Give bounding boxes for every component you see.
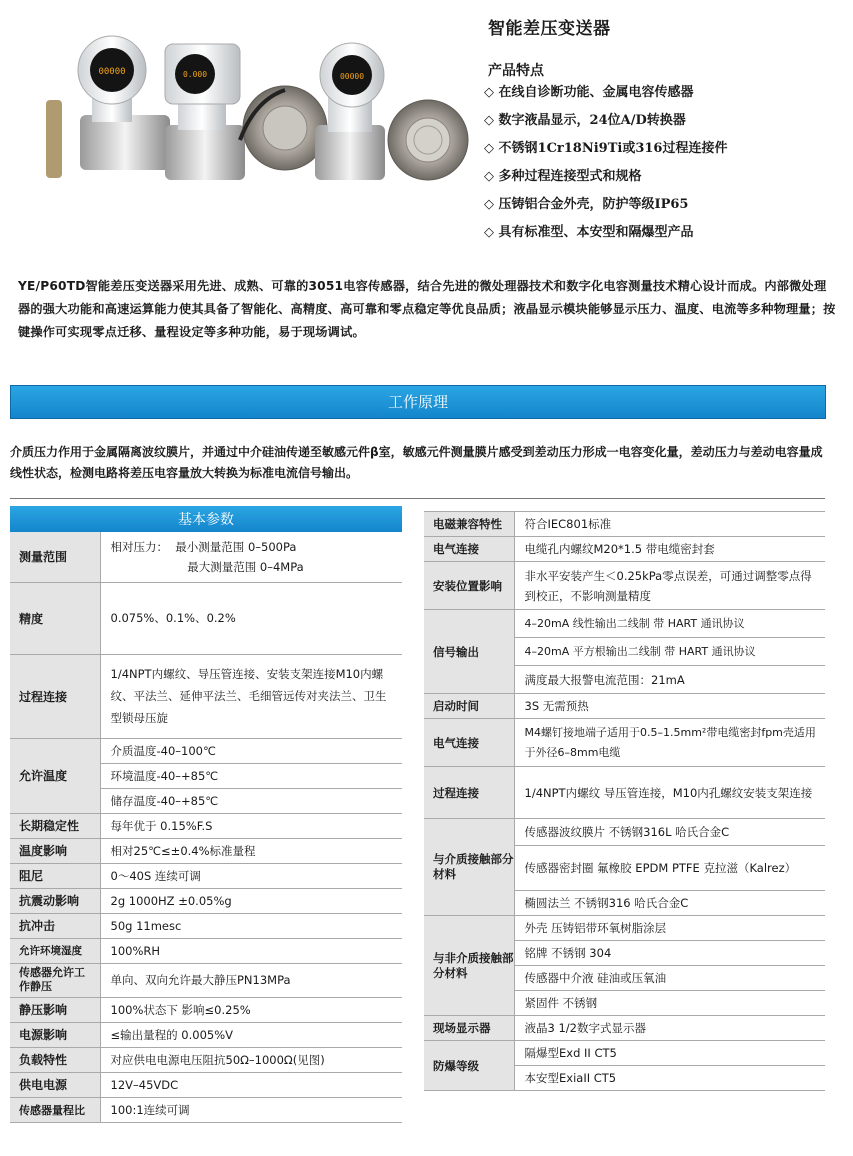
param-value: 本安型ExiaII CT5 [514, 1066, 825, 1091]
table-row [424, 916, 825, 941]
param-value: 单向、双向允许最大静压PN13MPa [100, 963, 402, 997]
display-reading-1: 00000 [98, 67, 126, 77]
param-value: 紧固件 不锈钢 [514, 991, 825, 1016]
table-row [424, 694, 825, 719]
param-key: 负载特性 [10, 1047, 100, 1072]
param-value: 相对25℃≤±0.4%标准量程 [100, 838, 402, 863]
param-key: 与非介质接触部分材料 [424, 916, 514, 1016]
param-key: 启动时间 [424, 694, 514, 719]
param-key: 电气连接 [424, 719, 514, 767]
transmitter-1 [46, 36, 170, 178]
product-photos [40, 30, 470, 210]
param-value: 2g 1000HZ ±0.05%g [100, 888, 402, 913]
feature-item: ◇ 多种过程连接型式和规格 [484, 169, 642, 184]
principle-text: 介质压力作用于金属隔离波纹膜片，并通过中介硅油传递至敏感元件β室，敏感元件测量膜片感受到差动压力形成一电容变化量，差动压力与差动电容量成线性状态，检测电路将差压电容量放大转换为标准电流信号输出。 [10, 445, 823, 480]
table-row [10, 938, 402, 963]
param-value: 传感器中介液 硅油或压氧油 [514, 966, 825, 991]
basic-params-table [10, 506, 402, 1123]
display-reading-2: 0.000 [182, 70, 208, 79]
param-key: 静压影响 [10, 997, 100, 1022]
principle-banner: 工作原理 [10, 385, 826, 419]
param-key: 长期稳定性 [10, 813, 100, 838]
param-key: 抗冲击 [10, 913, 100, 938]
param-value: 1/4NPT内螺纹 导压管连接，M10内孔螺纹安装支架连接 [514, 767, 825, 819]
param-value: ≤输出量程的 0.005%V [100, 1022, 402, 1047]
table-row [424, 562, 825, 610]
param-value: 4–20mA 平方根输出二线制 带 HART 通讯协议 [514, 638, 825, 666]
table-row [10, 1072, 402, 1097]
feature-item: ◇ 在线自诊断功能、金属电容传感器 [484, 85, 694, 100]
param-value: M4螺钉接地端子适用于0.5–1.5mm²带电缆密封fpm壳适用于外径6–8mm电缆 [514, 719, 825, 767]
param-value: 0.075%、0.1%、0.2% [100, 582, 402, 654]
table-row [10, 863, 402, 888]
table-row [424, 767, 825, 819]
table-row [10, 997, 402, 1022]
param-value: 传感器密封圈 氟橡胶 EPDM PTFE 克拉滋（Kalrez） [514, 846, 825, 891]
param-value: 相对压力： 最小测量范围 0–500Pa 最大测量范围 0–4MPa [100, 532, 402, 582]
table-row [10, 1022, 402, 1047]
param-value: 每年优于 0.15%F.S [100, 813, 402, 838]
param-key: 现场显示器 [424, 1016, 514, 1041]
param-key: 电磁兼容特性 [424, 512, 514, 537]
param-key: 安装位置影响 [424, 562, 514, 610]
table-row [10, 963, 402, 997]
spec-params-table [424, 511, 825, 1091]
table-row [424, 537, 825, 562]
table-row [424, 610, 825, 638]
table-row [10, 888, 402, 913]
feature-item: ◇ 不锈钢1Cr18Ni9Ti或316过程连接件 [484, 141, 728, 156]
table-row [10, 1047, 402, 1072]
param-key: 允许环境湿度 [10, 938, 100, 963]
table-row [424, 719, 825, 767]
param-key: 传感器允许工作静压 [10, 963, 100, 997]
param-key: 电源影响 [10, 1022, 100, 1047]
param-value: 介质温度-40–100℃ [100, 738, 402, 763]
table-row [10, 1097, 402, 1122]
param-value: 传感器波纹膜片 不锈钢316L 哈氏合金C [514, 819, 825, 846]
table-row [10, 813, 402, 838]
transmitter-2 [165, 44, 327, 180]
table-row [10, 654, 402, 738]
feature-item: ◇ 具有标准型、本安型和隔爆型产品 [484, 225, 694, 240]
param-value: 3S 无需预热 [514, 694, 825, 719]
param-value: 100:1连续可调 [100, 1097, 402, 1122]
transmitter-3 [315, 43, 468, 180]
table-row [424, 512, 825, 537]
table-row [10, 532, 402, 582]
feature-list [484, 84, 727, 252]
divider [10, 498, 825, 499]
param-value: 电缆孔内螺纹M20*1.5 带电缆密封套 [514, 537, 825, 562]
basic-params-heading: 基本参数 [10, 506, 402, 532]
param-value: 100%RH [100, 938, 402, 963]
table-row [10, 738, 402, 763]
param-key: 过程连接 [10, 654, 100, 738]
feature-item: ◇ 压铸铝合金外壳，防护等级IP65 [484, 197, 689, 212]
feature-item: ◇ 数字液晶显示，24位A/D转换器 [484, 113, 686, 128]
table-row [10, 838, 402, 863]
param-key: 与介质接触部分材料 [424, 819, 514, 916]
param-key: 传感器量程比 [10, 1097, 100, 1122]
param-value: 0～40S 连续可调 [100, 863, 402, 888]
intro-paragraph: YE/P60TD智能差压变送器采用先进、成熟、可靠的3051电容传感器，结合先进的微处理器技术和数字化电容测量技术精心设计而成。内部微处理器的强大功能和高速运算能力使其具备了智能化、高精度、高可靠和零点稳定等优良品质；液晶显示模块能够显示压力、温度、电流等多种物理量；按键操作可实现零点迁移、量程设定等多种功能，易于现场调试。 [18, 279, 836, 339]
table-row [424, 1041, 825, 1066]
param-value: 50g 11mesc [100, 913, 402, 938]
param-value: 铭牌 不锈钢 304 [514, 941, 825, 966]
table-row [424, 1016, 825, 1041]
param-value: 隔爆型Exd II CT5 [514, 1041, 825, 1066]
param-key: 信号输出 [424, 610, 514, 694]
param-key: 电气连接 [424, 537, 514, 562]
display-reading-3: 00000 [339, 72, 365, 81]
param-value: 1/4NPT内螺纹、导压管连接、安装支架连接M10内螺纹、平法兰、延伸平法兰、毛细管远传对夹法兰、卫生型锁母压旋 [100, 654, 402, 738]
param-value: 符合IEC801标准 [514, 512, 825, 537]
table-row [424, 819, 825, 846]
param-value: 液晶3 1/2数字式显示器 [514, 1016, 825, 1041]
param-key: 防爆等级 [424, 1041, 514, 1091]
table-row [10, 913, 402, 938]
param-value: 4–20mA 线性输出二线制 带 HART 通讯协议 [514, 610, 825, 638]
param-key: 供电电源 [10, 1072, 100, 1097]
param-value: 100%状态下 影响≤0.25% [100, 997, 402, 1022]
table-row [10, 582, 402, 654]
param-key: 温度影响 [10, 838, 100, 863]
product-title: 智能差压变送器 [488, 19, 611, 39]
param-value: 储存温度-40–+85℃ [100, 788, 402, 813]
param-key: 过程连接 [424, 767, 514, 819]
param-key: 允许温度 [10, 738, 100, 813]
param-value: 环境温度-40–+85℃ [100, 763, 402, 788]
param-value: 12V–45VDC [100, 1072, 402, 1097]
param-value: 满度最大报警电流范围：21mA [514, 666, 825, 694]
param-key: 抗震动影响 [10, 888, 100, 913]
param-value: 非水平安装产生＜0.25kPa零点误差，可通过调整零点得到校正，不影响测量精度 [514, 562, 825, 610]
param-key: 阻尼 [10, 863, 100, 888]
features-heading: 产品特点 [488, 63, 544, 79]
param-key: 测量范围 [10, 532, 100, 582]
param-value: 外壳 压铸铝带环氧树脂涂层 [514, 916, 825, 941]
param-key: 精度 [10, 582, 100, 654]
param-value: 对应供电电源电压阻抗50Ω–1000Ω(见图) [100, 1047, 402, 1072]
param-value: 椭圆法兰 不锈钢316 哈氏合金C [514, 891, 825, 916]
